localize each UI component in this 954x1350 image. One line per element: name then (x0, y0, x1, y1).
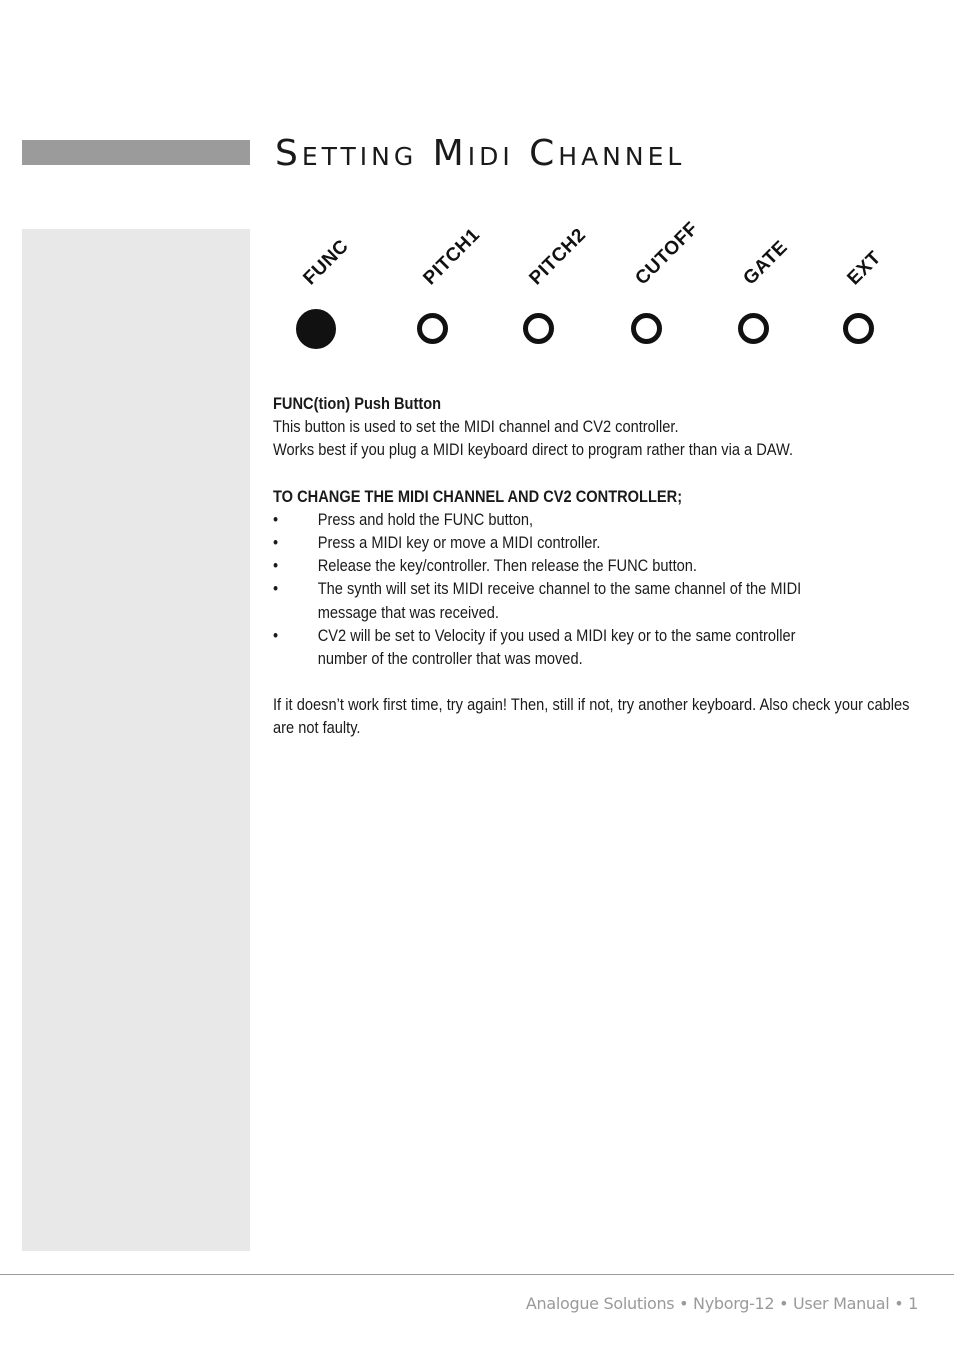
cutoff-label: CUTOFF (631, 218, 703, 290)
page-title: Setting Midi Channel (275, 133, 686, 174)
func-heading: FUNC(tion) Push Button (273, 394, 442, 413)
pitch1-label: PITCH1 (419, 224, 485, 290)
steps-list (273, 508, 823, 670)
bullet: • (273, 556, 279, 576)
body-text (273, 392, 910, 740)
list-item: • The synth will set its MIDI receive channel to the same channel of the MIDI message that was received. (273, 579, 802, 622)
pitch2-label: PITCH2 (525, 224, 591, 290)
closing-paragraph: If it doesn’t work first time, try again! Then, still if not, try another keyboard. Also check your cables are not faulty. (273, 695, 910, 738)
pitch1-led (417, 313, 448, 344)
title-accent-bar (22, 140, 250, 165)
func-description-1: This button is used to set the MIDI channel and CV2 controller. (273, 417, 679, 437)
gate-led (738, 313, 769, 344)
list-item: • Press a MIDI key or move a MIDI controller. (273, 531, 823, 554)
func-label: FUNC (299, 235, 354, 290)
footer-divider (0, 1274, 954, 1275)
bullet: • (273, 533, 279, 553)
gate-label: GATE (739, 236, 793, 290)
bullet: • (273, 579, 279, 599)
footer-text: Analogue Solutions • Nyborg-12 • User Manual • 1 (525, 1294, 918, 1313)
steps-heading: TO CHANGE THE MIDI CHANNEL AND CV2 CONTROLLER; (273, 486, 683, 506)
cutoff-led (631, 313, 662, 344)
bullet: • (273, 509, 279, 529)
list-item: • CV2 will be set to Velocity if you used a MIDI key or to the same controller number of the controller that was moved. (273, 625, 796, 669)
func-led (296, 309, 336, 349)
control-panel-diagram (295, 218, 905, 360)
list-item: • Release the key/controller. Then release the FUNC button. (273, 554, 823, 577)
list-item: • Press and hold the FUNC button, (273, 508, 823, 531)
ext-label: EXT (843, 247, 886, 290)
func-description-2: Works best if you plug a MIDI keyboard direct to program rather than via a DAW. (273, 440, 794, 460)
pitch2-led (523, 313, 554, 344)
ext-led (843, 313, 874, 344)
sidebar-panel (22, 229, 250, 1251)
bullet: • (273, 625, 279, 645)
